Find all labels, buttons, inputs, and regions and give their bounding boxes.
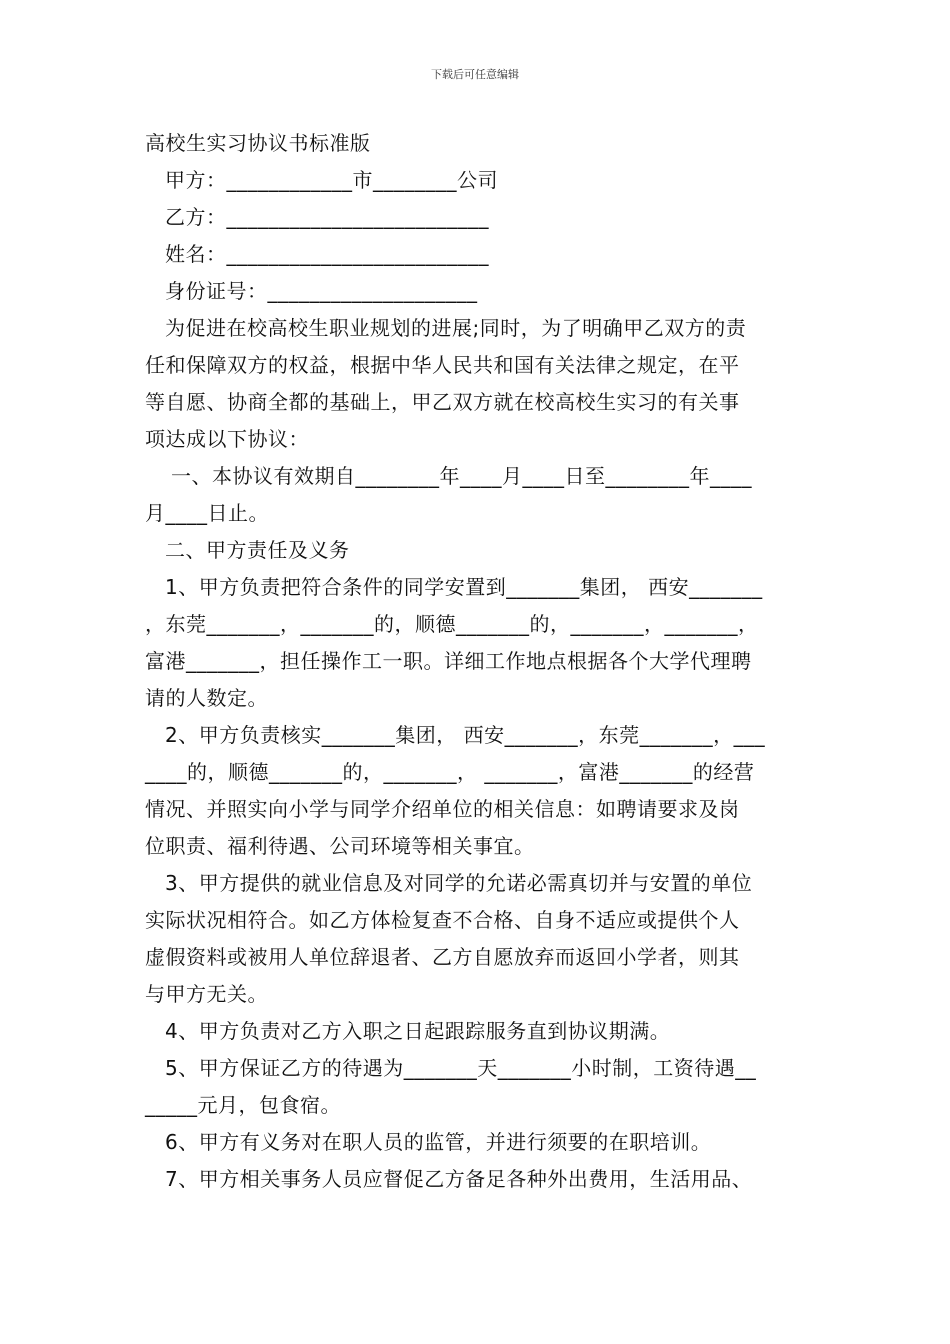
item-3-line: 虚假资料或被用人单位辞退者、乙方自愿放弃而返回小学者，则其 xyxy=(145,945,740,969)
item-7-line: 7、甲方相关事务人员应督促乙方备足各种外出费用，生活用品、 xyxy=(165,1167,753,1191)
item-1-line: 请的人数定。 xyxy=(145,686,268,710)
item-1-line: 1、甲方负责把符合条件的同学安置到_______集团， 西安_______ xyxy=(165,575,763,599)
preamble-line: 等自愿、协商全都的基础上，甲乙双方就在校高校生实习的有关事 xyxy=(145,390,740,414)
party-a-line: 甲方：____________市________公司 xyxy=(165,168,498,192)
item-3-line: 实际状况相符合。如乙方体检复查不合格、自身不适应或提供个人 xyxy=(145,908,740,932)
preamble-line: 任和保障双方的权益，根据中华人民共和国有关法律之规定，在平 xyxy=(145,353,740,377)
preamble-line: 为促进在校高校生职业规划的进展;同时，为了明确甲乙双方的责 xyxy=(165,316,747,340)
item-1-line: ，东莞_______，_______的，顺德_______的，_______，_______， xyxy=(145,612,759,636)
item-1-line: 富港_______，担任操作工一职。详细工作地点根据各个大学代理聘 xyxy=(145,649,752,673)
item-2-line: 2、甲方负责核实_______集团， 西安_______，东莞_______，___ xyxy=(165,723,766,747)
preamble-line: 项达成以下协议： xyxy=(145,427,309,451)
page-header: 下载后可任意编辑 xyxy=(431,68,519,81)
item-3-line: 与甲方无关。 xyxy=(145,982,268,1006)
item-4-line: 4、甲方负责对乙方入职之日起跟踪服务直到协议期满。 xyxy=(165,1019,671,1043)
id-number-line: 身份证号：____________________ xyxy=(165,279,478,303)
name-line: 姓名：_________________________ xyxy=(165,242,489,266)
clause-1-line: 一、本协议有效期自________年____月____日至________年____ xyxy=(171,464,752,488)
item-6-line: 6、甲方有义务对在职人员的监管，并进行须要的在职培训。 xyxy=(165,1130,712,1154)
item-5-line: _____元月，包食宿。 xyxy=(145,1093,341,1117)
document-title: 高校生实习协议书标准版 xyxy=(145,131,371,155)
section-2-title: 二、甲方责任及义务 xyxy=(165,538,350,562)
item-3-line: 3、甲方提供的就业信息及对同学的允诺必需真切并与安置的单位 xyxy=(165,871,753,895)
item-2-line: 位职责、福利待遇、公司环境等相关事宜。 xyxy=(145,834,535,858)
item-5-line: 5、甲方保证乙方的待遇为_______天_______小时制，工资待遇__ xyxy=(165,1056,757,1080)
document-body xyxy=(145,125,815,1198)
party-b-line: 乙方：_________________________ xyxy=(165,205,489,229)
item-2-line: ____的，顺德_______的，_______， _______，富港_______的经营 xyxy=(145,760,755,784)
item-2-line: 情况、并照实向小学与同学介绍单位的相关信息：如聘请要求及岗 xyxy=(145,797,740,821)
clause-1-line: 月____日止。 xyxy=(145,501,269,525)
